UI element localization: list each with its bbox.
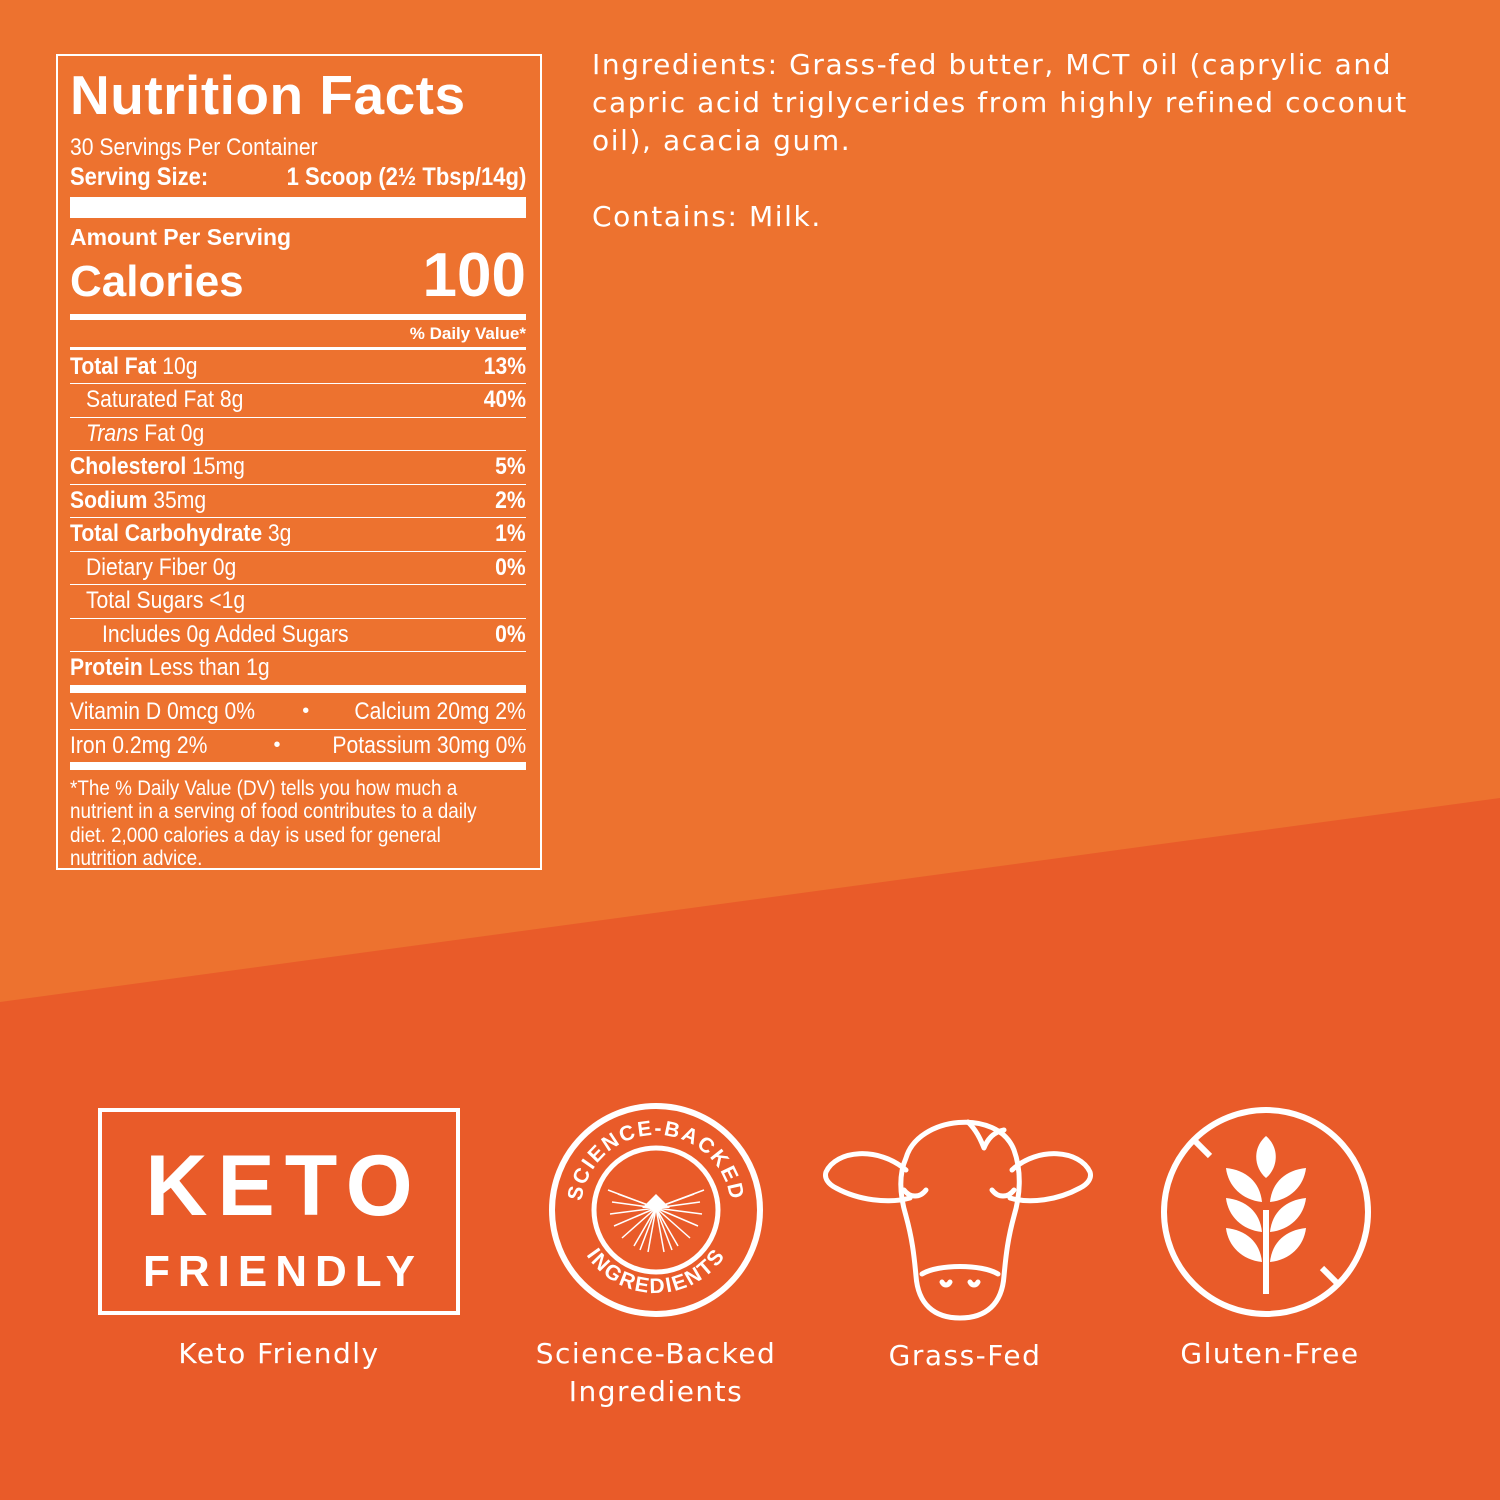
science-caption — [520, 1335, 792, 1411]
nutrient-row-added-sugars — [70, 618, 526, 652]
nutrient-dv: 40% — [483, 386, 526, 414]
vitamin-right: Calcium 20mg 2% — [354, 697, 526, 725]
nutrient-amount: <1g — [209, 587, 246, 615]
daily-value-footnote: *The % Daily Value (DV) tells you how much a nutrient in a serving of food contributes to a daily diet. 2,000 calories a day is used for general nutrition advice. — [70, 776, 477, 870]
nutrient-row-total-carbohydrate — [70, 517, 526, 551]
nutrient-amount: 0g — [180, 419, 205, 447]
keto-badge-subtitle: FRIENDLY — [143, 1247, 423, 1296]
wheat-crossed-icon — [1160, 1106, 1372, 1318]
calories-label: Calories — [70, 257, 244, 306]
nutrient-row-total-sugars — [70, 584, 526, 618]
nutrient-amount: 0g — [212, 553, 237, 581]
nutrient-dv: 2% — [495, 486, 526, 514]
servings-per-container: 30 Servings Per Container — [70, 134, 318, 161]
ingredients-block — [592, 46, 1452, 236]
wheat-icon — [1226, 1136, 1306, 1294]
nutrient-name: Total Fat — [70, 352, 157, 380]
nutrient-row-dietary-fiber — [70, 551, 526, 585]
nutrient-name: Dietary Fiber — [86, 553, 207, 581]
medium-divider — [70, 314, 526, 320]
bullet: • — [273, 734, 281, 756]
nutrient-name: Sodium — [70, 486, 148, 514]
nutrient-name: Cholesterol — [70, 453, 187, 481]
cow-icon — [818, 1104, 1098, 1326]
nutrition-title: Nutrition Facts — [70, 64, 466, 126]
bullet: • — [302, 700, 310, 722]
nutrient-amount: 3g — [267, 520, 292, 548]
nutrient-dv: 0% — [495, 553, 526, 581]
vitamin-row — [70, 685, 526, 729]
science-caption-line1: Science-Backed — [535, 1337, 777, 1370]
glutenfree-caption: Gluten-Free — [1180, 1337, 1360, 1370]
nutrient-name: Trans — [86, 419, 139, 447]
vitamin-right: Potassium 30mg 0% — [332, 731, 526, 759]
nutrient-dv: 0% — [495, 620, 526, 648]
serving-size-label: Serving Size: — [70, 163, 209, 191]
daily-value-header: % Daily Value* — [409, 324, 526, 343]
vitamin-left: Vitamin D 0mcg 0% — [70, 697, 256, 725]
keto-badge-title: KETO — [145, 1138, 423, 1234]
serving-size-value: 1 Scoop (2½ Tbsp/14g) — [286, 163, 526, 191]
nutrient-name: Saturated Fat — [86, 386, 214, 414]
grassfed-caption: Grass-Fed — [888, 1339, 1042, 1372]
nutrient-amount: 10g — [162, 352, 198, 380]
nutrient-amount: 15mg — [192, 453, 245, 481]
science-caption-line2: Ingredients — [568, 1375, 744, 1408]
calories-row — [70, 241, 526, 310]
nutrient-amount: 35mg — [153, 486, 207, 514]
thick-divider — [70, 197, 526, 218]
nutrition-facts-label — [56, 54, 542, 870]
nutrient-dv: 1% — [495, 520, 526, 548]
serving-size — [70, 162, 526, 192]
nutrient-dv: 13% — [483, 352, 526, 380]
nutrient-dv: 5% — [495, 453, 526, 481]
ingredients-text: Ingredients: Grass-fed butter, MCT oil (caprylic and capric acid triglycerides from highly refined coconut oil), acacia gum. — [592, 48, 1408, 157]
keto-friendly-badge — [98, 1108, 460, 1315]
science-backed-seal-icon — [548, 1102, 764, 1318]
nutrient-name: Protein — [70, 654, 143, 682]
vitamin-row — [70, 729, 526, 770]
nutrient-name: Includes 0g Added Sugars — [102, 620, 349, 648]
nutrient-name: Total Carbohydrate — [70, 520, 263, 548]
vitamin-left: Iron 0.2mg 2% — [70, 731, 208, 759]
nutrient-amount: 8g — [219, 386, 244, 414]
nutrient-row-protein — [70, 651, 526, 685]
nutrient-row-cholesterol — [70, 450, 526, 484]
nutrient-name-suffix: Fat — [144, 419, 175, 447]
amount-per-serving: Amount Per Serving — [70, 224, 292, 250]
nutrient-row-trans-fat — [70, 417, 526, 451]
nutrient-amount: Less than 1g — [148, 654, 270, 682]
nutrient-row-sodium — [70, 484, 526, 518]
calories-value: 100 — [422, 241, 526, 310]
seal-ring-bottom-text: INGREDIENTS — [582, 1243, 731, 1299]
keto-caption: Keto Friendly — [178, 1337, 380, 1370]
nutrient-name: Total Sugars — [86, 587, 204, 615]
nutrient-row-total-fat — [70, 347, 526, 383]
seal-ring-top-text: SCIENCE-BACKED — [563, 1116, 749, 1203]
nutrient-row-saturated-fat — [70, 383, 526, 417]
allergen-statement: Contains: Milk. — [592, 200, 822, 233]
